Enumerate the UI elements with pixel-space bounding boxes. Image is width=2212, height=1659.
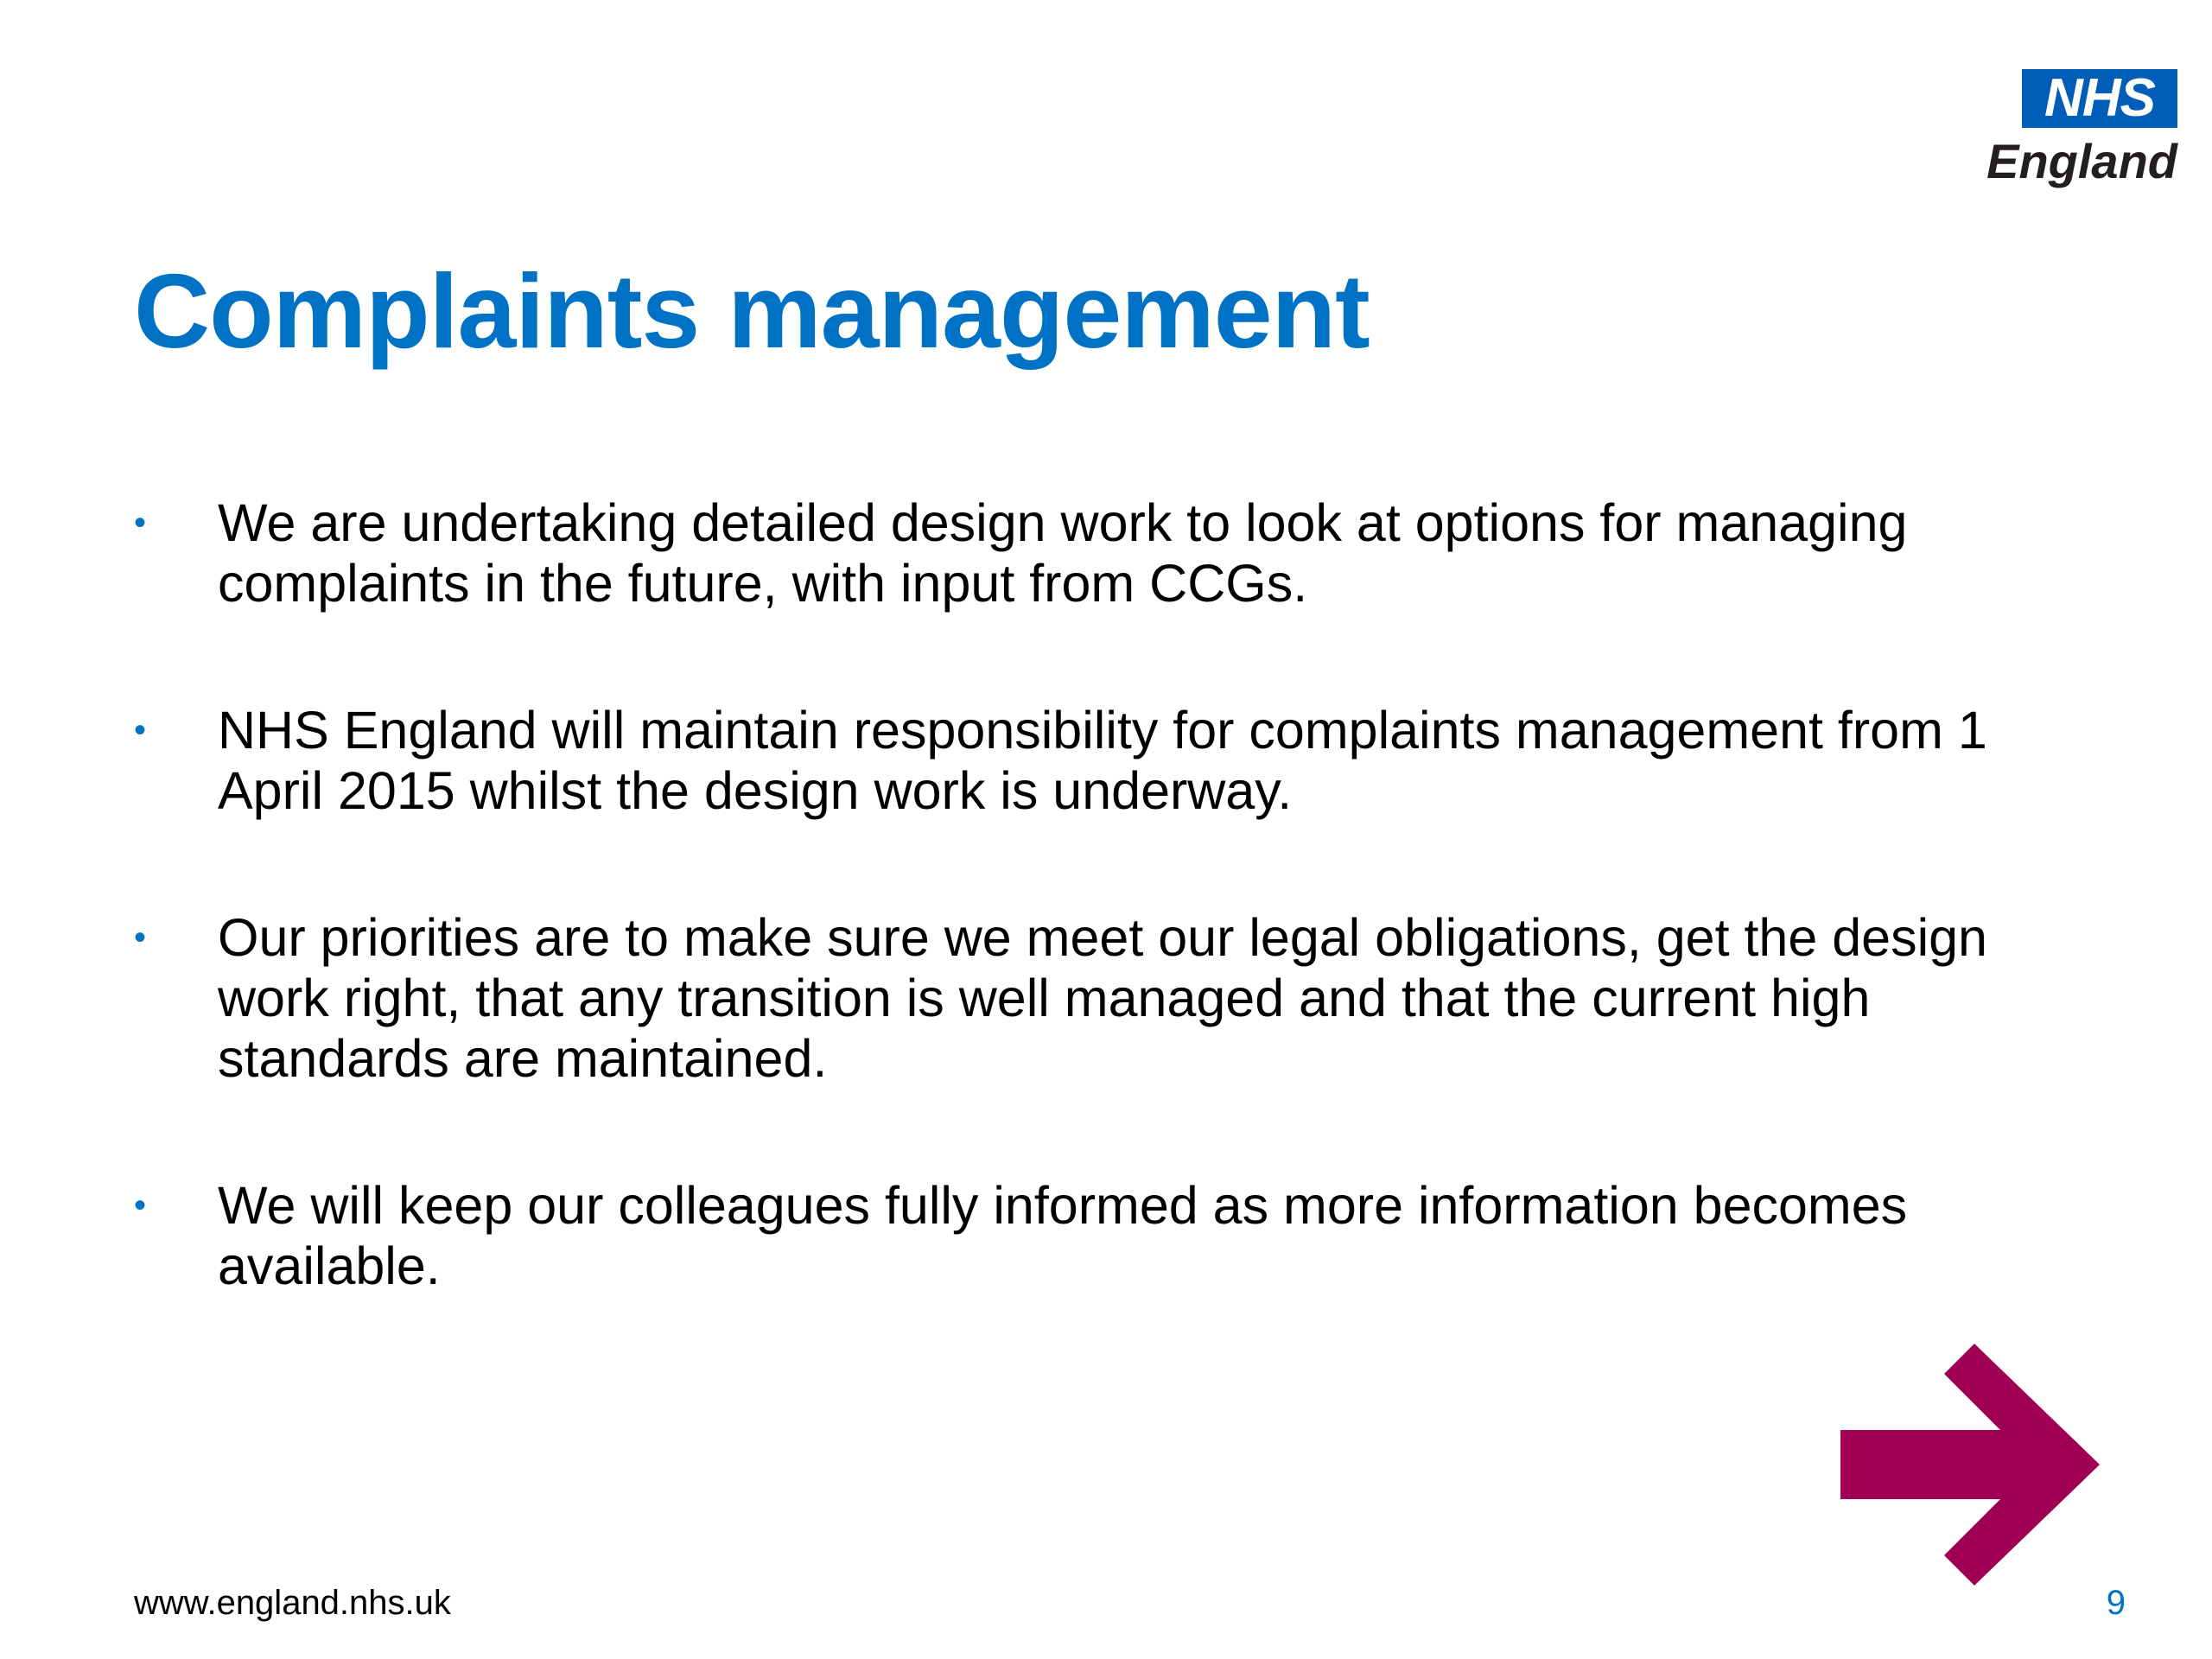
bullet-text: We are undertaking detailed design work to look at options for managing complaints in the future, with input from CCGs. <box>218 493 1908 613</box>
bullet-text: We will keep our colleagues fully informed as more information becomes available. <box>218 1176 1908 1295</box>
bullet-item <box>134 1175 1992 1296</box>
bullet-item <box>134 907 1992 1089</box>
nhs-logo-badge: NHS <box>2022 69 2177 128</box>
bullet-list <box>134 493 1992 1382</box>
bullet-marker: • <box>134 918 147 957</box>
nhs-logo-subtext: England <box>1986 134 2177 188</box>
bullet-item <box>134 493 1992 613</box>
slide-title: Complaints management <box>134 252 1370 370</box>
bullet-item <box>134 700 1992 821</box>
bullet-marker: • <box>134 1186 147 1224</box>
bullet-marker: • <box>134 504 147 542</box>
arrow-shape <box>1840 1344 2100 1586</box>
bullet-text: Our priorities are to make sure we meet our legal obligations, get the design work right, that any transition is well managed and that the current high standards are maintained. <box>218 908 1987 1088</box>
bullet-marker: • <box>134 711 147 749</box>
footer-url: www.england.nhs.uk <box>134 1584 451 1622</box>
bullet-text: NHS England will maintain responsibility for complaints management from 1 April 2015 whilst the design work is underway. <box>218 701 1987 820</box>
right-arrow-icon <box>1840 1344 2143 1586</box>
page-number: 9 <box>2106 1584 2126 1622</box>
